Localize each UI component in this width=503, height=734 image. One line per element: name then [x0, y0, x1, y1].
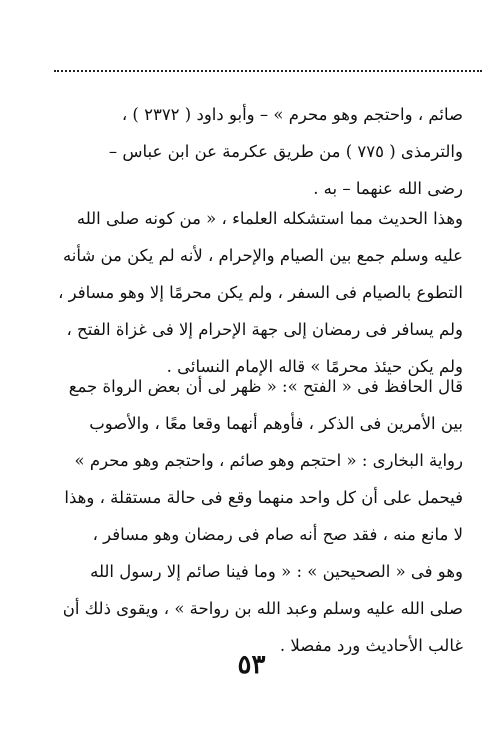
- text-line: ولم يسافر فى رمضان إلى جهة الإحرام إلا فى غزاة الفتح ،: [66, 320, 463, 339]
- text-line: وهو فى « الصحيحين » : « وما فينا صائم إلا رسول الله: [90, 562, 463, 581]
- text-line: التطوع بالصيام فى السفر ، ولم يكن محرمًا إلا وهو مسافر ،: [58, 283, 463, 302]
- text-line: وهذا الحديث مما استشكله العلماء ، « من كونه صلى الله: [76, 209, 463, 228]
- text-line: بين الأمرين فى الذكر ، فأوهم أنهما وقعا معًا ، والأصوب: [89, 414, 463, 433]
- paragraph-2: [36, 200, 463, 385]
- text-line: عليه وسلم جمع بين الصيام والإحرام ، لأنه لم يكن من شأنه: [62, 246, 463, 265]
- text-line: رواية البخارى : « احتجم وهو صائم ، واحتجم وهو محرم »: [74, 451, 463, 470]
- paragraph-1: [36, 96, 463, 207]
- text-line: والترمذى ( ٧٧٥ ) من طريق عكرمة عن ابن عباس –: [108, 142, 463, 161]
- text-line: رضى الله عنهما – به .: [313, 179, 463, 198]
- text-line: فيحمل على أن كل واحد منهما وقع فى حالة مستقلة ، وهذا: [64, 488, 463, 507]
- text-line: لا مانع منه ، فقد صح أنه صام فى رمضان وهو مسافر ،: [92, 525, 463, 544]
- text-line: غالب الأحاديث ورد مفصلا .: [279, 636, 463, 655]
- text-line: ولم يكن حيئذ محرمًا » قاله الإمام النسائى .: [166, 357, 463, 376]
- text-line: قال الحافظ فى « الفتح »: « ظهر لى أن بعض الرواة جمع: [68, 377, 463, 396]
- dotted-separator: [54, 70, 482, 72]
- text-line: صلى الله عليه وسلم وعبد الله بن رواحة » ، ويقوى ذلك أن: [62, 599, 463, 618]
- paragraph-3: [36, 368, 463, 664]
- page-number: ٥٣: [237, 650, 266, 680]
- text-line: صائم ، واحتجم وهو محرم » – وأبو داود ( ٢٣٧٢ ) ،: [121, 105, 463, 124]
